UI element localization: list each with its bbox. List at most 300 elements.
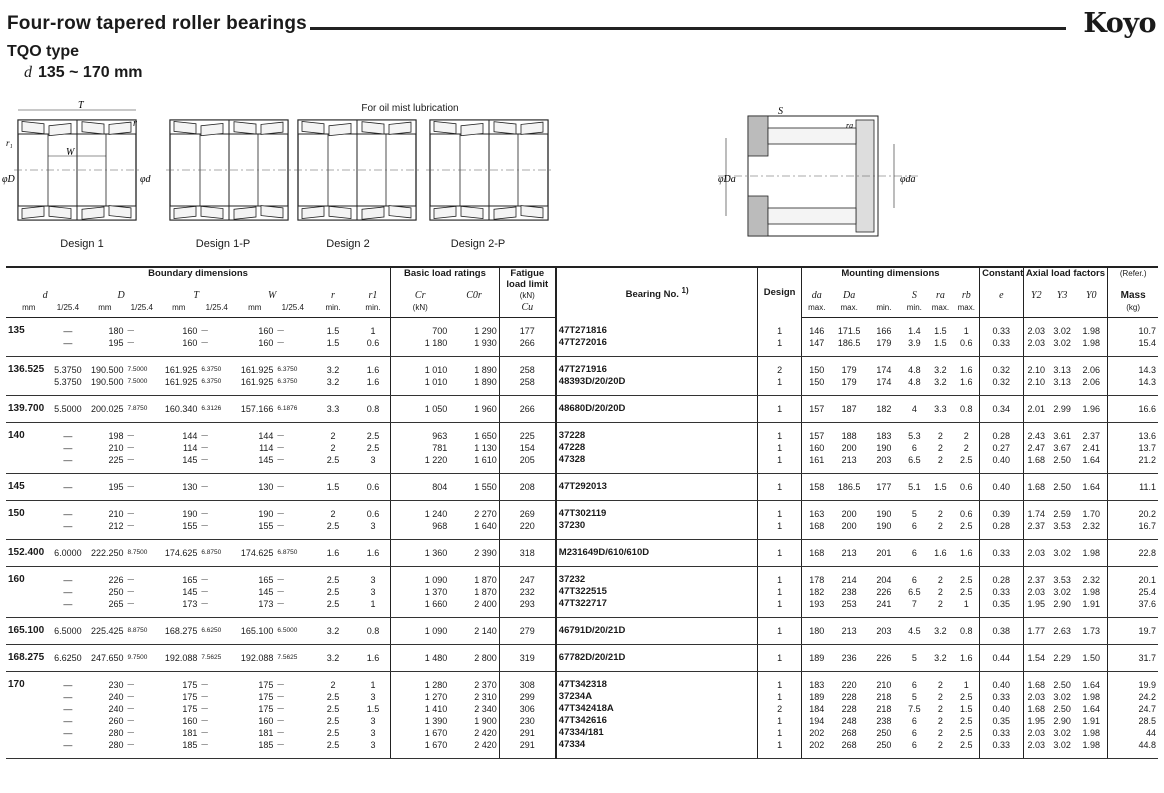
constant-header: Constant [980,267,1023,290]
table-cell: 2 [937,587,943,597]
table-cell: 236 [832,645,867,672]
table-cell: 175 [258,692,274,702]
bearing-group [6,357,1158,396]
table-cell: 6.1876 [275,396,310,423]
table-cell: — [127,705,134,712]
table-cell: 31.7 [1108,645,1158,672]
table-cell: 250 [876,728,892,738]
table-cell: 0.38 [980,618,1023,645]
table-cell: 5 [911,509,917,519]
bearing-number-cell: 47T292013 [556,474,758,501]
bearing-number-cell: 37234A [556,691,758,703]
table-cell: 194 [801,715,831,727]
col-Da-min [867,290,902,302]
table-cell: — [199,454,234,474]
table-cell: — [201,729,208,736]
col-d: d [42,290,48,301]
table-cell: 1 [953,598,979,618]
table-cell: 205 [499,454,556,474]
table-cell: 0.33 [980,727,1023,739]
table-cell: 178 [801,567,831,587]
table-row [6,567,1158,587]
table-cell: 258 [499,357,556,377]
unit-blank [1023,302,1049,318]
table-cell: 160 [158,337,199,357]
table-cell: 269 [499,501,556,521]
table-cell: — [275,337,310,357]
table-cell: 1.5 [326,326,340,336]
table-cell: 0.28 [980,423,1023,443]
table-cell: 0.6 [366,509,380,519]
bore-d-cell [6,703,52,715]
dim-d-label: φd [140,174,151,185]
table-cell: 3 [356,739,391,759]
table-cell: 1.68 [1023,703,1049,715]
table-cell: 6.5000 [275,618,310,645]
table-cell: 2.5 [953,454,979,474]
bearing-number-cell: 47328 [556,454,758,474]
table-cell: 177 [499,318,556,338]
bearing-no-label: Bearing No. [625,288,679,300]
table-cell: 2.50 [1053,704,1071,714]
table-cell: — [52,337,85,357]
table-cell: 200 [841,509,857,519]
table-cell: 2 400 [449,598,499,618]
unit-min: min. [867,302,902,318]
table-cell: — [277,510,284,517]
table-cell: 114 [183,443,198,453]
table-cell: 2 [937,728,943,738]
bore-d-cell: 170 [8,679,25,690]
table-cell: 2.03 [1023,337,1049,357]
table-cell: 4.8 [908,365,921,375]
table-cell: 6 [901,520,927,540]
table-cell: 3.02 [1053,587,1071,597]
table-row [6,586,1158,598]
table-cell: 190 [876,443,892,453]
table-cell: — [126,598,159,618]
table-cell: 161.925 [158,376,199,396]
table-cell: 1 [758,645,801,672]
table-cell: 175 [182,704,198,714]
table-cell: 2.50 [1049,454,1075,474]
table-cell: 180 [801,618,831,645]
table-cell: 0.32 [980,357,1023,377]
table-cell: 2.5 [960,716,973,726]
table-cell: 1 [370,680,376,690]
col-D: D [117,290,125,301]
table-cell: 2.37 [1082,431,1100,441]
bore-d-cell: 135 [8,325,25,336]
table-cell: 3 [370,587,376,597]
table-cell: 190 [876,509,892,519]
table-cell: 2 420 [449,739,499,759]
table-cell: 3 [370,728,376,738]
table-cell: — [201,588,208,595]
table-cell: 2 [937,680,943,690]
table-cell: 1 [758,618,801,645]
table-row [6,727,1158,739]
bore-d-cell [6,691,52,703]
table-cell: 0.40 [980,672,1023,692]
table-cell: 2.90 [1049,598,1075,618]
table-cell: 174.625 [158,540,199,567]
table-cell: 1.98 [1075,739,1108,759]
table-cell: — [277,576,284,583]
table-cell: 1.64 [1075,474,1108,501]
table-cell: 190.500 [90,365,124,375]
table-cell: 1 130 [474,443,497,453]
table-cell: 968 [391,520,450,540]
table-cell: 248 [841,716,857,726]
table-cell: 280 [84,739,125,759]
table-cell: 6.3750 [277,366,298,373]
mass-header: Mass [1108,290,1158,302]
table-cell: 963 [391,423,450,443]
table-cell: 1 [758,586,801,598]
table-cell: 174 [867,376,902,396]
table-cell: 0.6 [356,474,391,501]
dim-da-label: φda [900,174,916,185]
table-cell: 291 [499,727,556,739]
table-row [6,645,1158,672]
table-cell: 7.8750 [126,396,159,423]
table-cell: 2 [937,509,943,519]
unit-inch: 1/25.4 [275,302,310,318]
table-row [6,423,1158,443]
bearing-number-cell: 67782D/20/21D [556,645,758,672]
table-cell: 168.275 [158,618,199,645]
mounting-header: Mounting dimensions [801,267,979,290]
table-cell: 1 [963,326,969,336]
table-cell: 19.7 [1108,618,1158,645]
table-cell: — [52,474,85,501]
table-cell: 2.10 [1023,376,1049,396]
table-cell: 6.3126 [199,396,234,423]
table-cell: 2 800 [449,645,499,672]
bearing-number-cell: 48393D/20/20D [556,376,758,396]
table-cell: 1.91 [1082,716,1100,726]
boundary-header: Boundary dimensions [6,267,391,290]
table-cell: 160 [801,442,831,454]
bore-d-cell [6,442,52,454]
table-cell: 22.8 [1108,540,1158,567]
fatigue-unit: (kN) [499,290,556,302]
col-e: e [980,290,1023,302]
table-cell: — [126,520,159,540]
table-cell: 190.500 [84,376,125,396]
table-cell: 2.50 [1053,680,1071,690]
table-cell: 3 [370,692,376,702]
unit-max: max. [953,302,979,318]
bearing-table [6,266,1158,759]
table-cell: 198 [108,431,124,441]
table-cell: 189 [801,645,831,672]
design-1p-drawing [166,120,292,220]
col-Y3: Y3 [1056,290,1068,301]
bore-d-cell [6,586,52,598]
table-cell: 14.3 [1108,376,1158,396]
oil-mist-note: For oil mist lubrication [361,103,459,114]
table-cell: — [63,704,73,714]
table-cell: 1 [758,474,801,501]
unit-mm: mm [84,302,125,318]
table-cell: 1.98 [1075,540,1108,567]
table-cell: 3.02 [1049,540,1075,567]
table-cell: 160 [182,716,198,726]
table-cell: 3.02 [1049,337,1075,357]
table-cell: — [52,454,85,474]
table-cell: — [277,444,284,451]
table-cell: 2 340 [474,704,497,714]
table-cell: 1.5 [927,337,953,357]
table-cell: 1.6 [310,540,356,567]
table-cell: 44.8 [1108,739,1158,759]
table-cell: 158 [801,474,831,501]
table-cell: 168 [801,520,831,540]
table-cell: 2 [963,431,969,441]
table-cell: 177 [867,474,902,501]
table-cell: 200.025 [84,396,125,423]
table-cell: 2 [927,598,953,618]
table-cell: 1.73 [1075,618,1108,645]
table-cell: 183 [801,672,831,692]
table-cell: 268 [832,739,867,759]
table-cell: 1.5 [366,704,380,714]
table-cell: 2 310 [474,692,497,702]
table-cell: 2.5 [953,739,979,759]
table-cell: 2 [937,575,943,585]
table-cell: 3.02 [1053,692,1071,702]
table-cell: — [277,729,284,736]
table-cell: 1 [963,680,969,690]
table-cell: 6.3750 [199,376,234,396]
table-cell: 1.64 [1075,454,1108,474]
table-cell: 1 240 [391,501,450,521]
table-cell: 21.2 [1108,454,1158,474]
col-Cu: Cu [499,302,556,318]
table-cell: 184 [801,703,831,715]
bearing-no-note: 1) [681,285,689,295]
table-cell: 240 [108,692,124,702]
table-cell: 226 [876,587,892,597]
table-cell: 2 140 [449,618,499,645]
bearing-number-cell: 47T342418A [556,703,758,715]
table-cell: 174.625 [234,540,275,567]
table-cell: 3.53 [1049,520,1075,540]
table-cell: 3.3 [927,396,953,423]
table-cell: — [127,432,134,439]
dim-T-label: T [78,100,84,111]
table-cell: 130 [234,474,275,501]
table-cell: 1.98 [1082,326,1100,336]
table-cell: 187 [832,396,867,423]
table-cell: 1.5 [934,326,947,336]
table-cell: 2.37 [1023,567,1049,587]
table-cell: 250 [867,739,902,759]
table-cell: 1.6 [953,540,979,567]
table-cell: 5.3750 [52,376,85,396]
table-cell: 3.2 [934,365,947,375]
table-cell: 247.650 [84,645,125,672]
table-cell: 1 180 [391,337,450,357]
table-cell: 1.6 [356,645,391,672]
table-cell: 266 [499,396,556,423]
table-cell: 6.6250 [52,645,85,672]
title-rule [310,27,1066,30]
bearing-group [6,567,1158,618]
table-cell: 8.8750 [126,618,159,645]
table-cell: 0.8 [953,618,979,645]
table-cell: 161.925 [240,365,274,375]
table-cell: 3.53 [1053,575,1071,585]
table-cell: 1.5 [927,474,953,501]
table-cell: 1.64 [1082,680,1100,690]
table-cell: 781 [391,442,450,454]
bore-d-cell [6,715,52,727]
basic-load-header: Basic load ratings [391,267,500,290]
table-cell: 175 [258,680,274,690]
table-cell: 1 930 [449,337,499,357]
table-cell: 10.7 [1108,318,1158,338]
bearing-number-cell: 37228 [556,423,758,443]
table-cell: 179 [867,337,902,357]
table-cell: 1 [370,326,376,336]
table-cell: — [52,739,85,759]
bearing-number-cell: 47T271816 [556,318,758,338]
table-cell: 1.74 [1023,501,1049,521]
unit-max: max. [801,302,831,318]
table-cell: 145 [158,454,199,474]
table-cell: 157.166 [234,396,275,423]
table-cell: 213 [832,454,867,474]
table-cell: 1 610 [449,454,499,474]
table-cell: 16.6 [1108,396,1158,423]
table-cell: 0.28 [980,567,1023,587]
table-row [6,540,1158,567]
table-cell: 225.425 [84,618,125,645]
table-cell: — [199,598,234,618]
bearing-number-cell: 47228 [556,442,758,454]
table-cell: 213 [832,618,867,645]
table-cell: 1 [758,715,801,727]
table-cell: 166 [876,326,892,336]
table-cell: 0.32 [980,376,1023,396]
table-cell: 2.41 [1082,443,1100,453]
table-cell: — [127,510,134,517]
bearing-group [6,474,1158,501]
table-cell: 2 370 [474,680,497,690]
table-cell: 1 090 [391,618,450,645]
col-rb: rb [961,290,971,301]
table-cell: 0.28 [980,520,1023,540]
table-cell: 1 [758,396,801,423]
table-cell: 214 [841,575,857,585]
table-cell: 1.6 [927,540,953,567]
table-cell: 247 [499,567,556,587]
table-cell: 3.2 [310,645,356,672]
dim-S-label: S [778,106,783,117]
col-Da: Da [843,290,856,301]
table-cell: 175 [182,680,198,690]
table-cell: 3.13 [1053,365,1071,375]
table-cell: 2 [937,692,943,702]
table-cell: 144 [182,431,198,441]
table-cell: 0.33 [980,691,1023,703]
table-cell: 190 [867,520,902,540]
table-cell: — [127,681,134,688]
table-cell: 182 [867,396,902,423]
table-cell: 804 [391,474,450,501]
table-cell: 3 [370,716,376,726]
table-cell: 2.5 [310,739,356,759]
table-row [6,442,1158,454]
table-cell: 180 [108,326,124,336]
table-cell: 1 370 [391,586,450,598]
table-cell: 225 [499,423,556,443]
table-cell: 160 [182,326,198,336]
table-cell: 1.68 [1023,672,1049,692]
mass-refer-header: (Refer.) [1108,267,1158,290]
table-cell: 202 [801,727,831,739]
table-cell: 5.1 [901,474,927,501]
col-da: da [801,290,831,302]
table-cell: 9.7500 [126,645,159,672]
table-cell: — [126,739,159,759]
table-cell: 204 [876,575,892,585]
table-cell: 1.91 [1075,598,1108,618]
table-cell: 232 [499,586,556,598]
table-cell: 2 [330,431,336,441]
table-cell: 1 670 [391,739,450,759]
range-text: 135 ~ 170 mm [38,64,143,81]
table-cell: 2.5 [326,716,340,726]
unit-min: min. [310,302,356,318]
table-cell: 2.03 [1023,586,1049,598]
table-cell: 1 [758,739,801,759]
bearing-group [6,423,1158,474]
table-cell: — [63,509,73,519]
table-cell: 2.5 [310,454,356,474]
table-cell: 2.59 [1053,509,1071,519]
table-cell: — [199,474,234,501]
table-cell: 1 [758,501,801,521]
table-row [6,454,1158,474]
table-cell: 1.68 [1023,474,1049,501]
table-cell: 181 [182,728,198,738]
table-cell: 6.5 [901,454,927,474]
table-cell: 2.06 [1075,376,1108,396]
table-cell: — [201,444,208,451]
table-row [6,691,1158,703]
table-cell: — [127,588,134,595]
table-cell: 1.68 [1023,454,1049,474]
table-cell: 179 [832,376,867,396]
table-cell: 20.1 [1108,567,1158,587]
table-cell: — [277,432,284,439]
table-cell: 222.250 [84,540,125,567]
col-S: S [911,290,917,301]
bore-d-cell: 140 [8,430,25,441]
design-1p-label: Design 1-P [195,238,251,250]
col-W: W [267,290,277,301]
table-cell: 228 [841,692,857,702]
table-row [6,501,1158,521]
table-cell: 212 [84,520,125,540]
table-cell: 145 [258,587,274,597]
table-cell: 145 [234,454,275,474]
table-cell: — [126,474,159,501]
